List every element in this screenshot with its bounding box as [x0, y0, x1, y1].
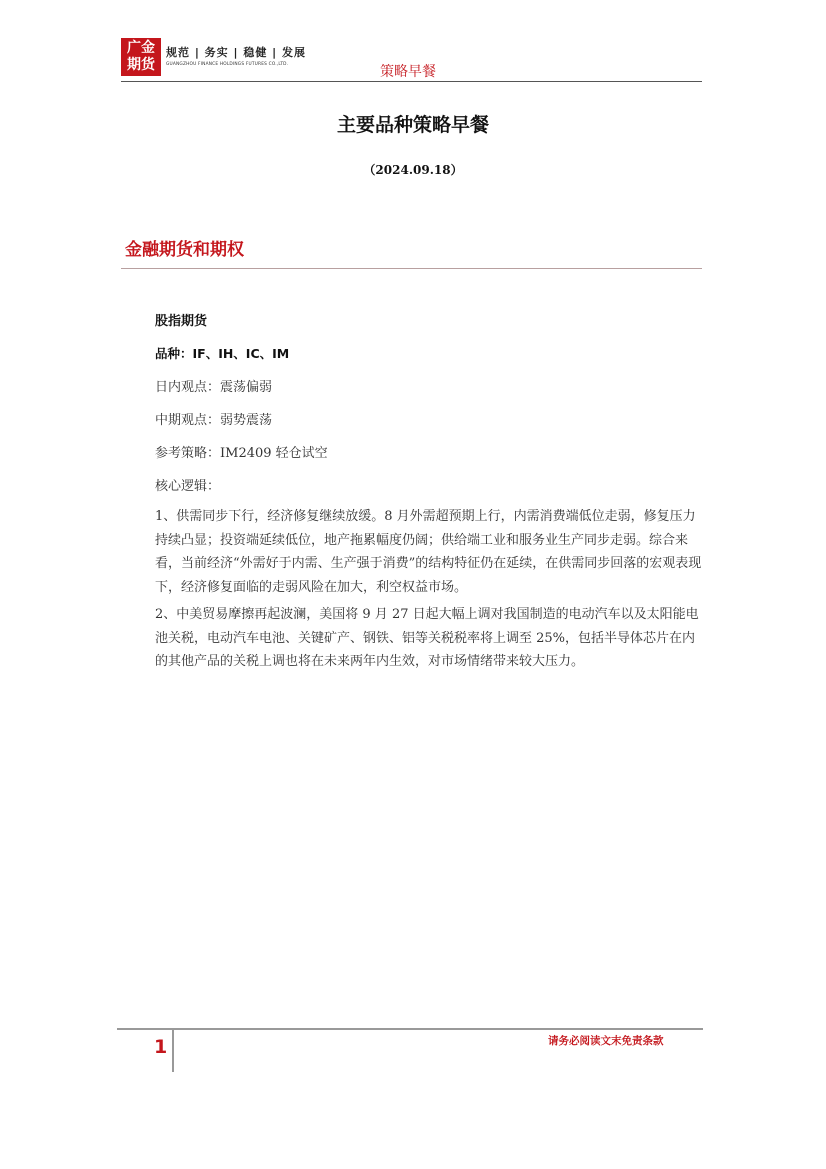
logic-paragraph-1: 1、供需同步下行，经济修复继续放缓。8 月外需超预期上行，内需消费端低位走弱，修复压力持续凸显；投资端延续低位，地产拖累幅度仍阔；供给端工业和服务业生产同步走弱。综合来看，当前经济“外需好于内需、生产强于消费”的结构特征仍在延续，在供需同步回落的宏观表现下，经济修复面临的走弱风险在加大，利空权益市场。 [155, 509, 702, 595]
company-logo [121, 38, 161, 76]
page-number: 1 [154, 1036, 168, 1058]
header-divider [121, 81, 702, 82]
report-date: （2024.09.18） [363, 163, 463, 177]
company-english-name: GUANGZHOU FINANCE HOLDINGS FUTURES CO.,LTD. [166, 62, 289, 67]
logic-paragraph-2: 2、中美贸易摩擦再起波澜，美国将 9 月 27 日起大幅上调对我国制造的电动汽车以及太阳能电池关税，电动汽车电池、关键矿产、钢铁、铝等关税税率将上调至 25%，包括半导体芯片在内的其他产品的关税上调也将在未来两年内生效，对市场情绪带来较大压力。 [155, 607, 699, 669]
intraday-view: 日内观点：震荡偏弱 [155, 380, 273, 395]
section-title: 金融期货和期权 [125, 240, 244, 260]
reference-strategy: 参考策略：IM2409 轻仓试空 [155, 446, 328, 461]
core-logic-label: 核心逻辑： [155, 479, 221, 494]
footer-divider [117, 1028, 703, 1030]
footer-vertical-divider [172, 1030, 174, 1072]
company-slogan: 规范 | 务实 | 稳健 | 发展 [166, 46, 307, 59]
midterm-view: 中期观点：弱势震荡 [155, 413, 273, 428]
sub-section-title: 股指期货 [155, 314, 208, 329]
document-type-label: 策略早餐 [380, 64, 436, 80]
disclaimer-notice: 请务必阅读文末免责条款 [548, 1035, 664, 1047]
logo-text-line2: 期货 [127, 57, 155, 73]
page-title: 主要品种策略早餐 [336, 114, 489, 136]
section-divider [121, 268, 702, 269]
logo-text-line1: 广金 [127, 40, 155, 56]
variety-line: 品种：IF、IH、IC、IM [155, 346, 290, 361]
